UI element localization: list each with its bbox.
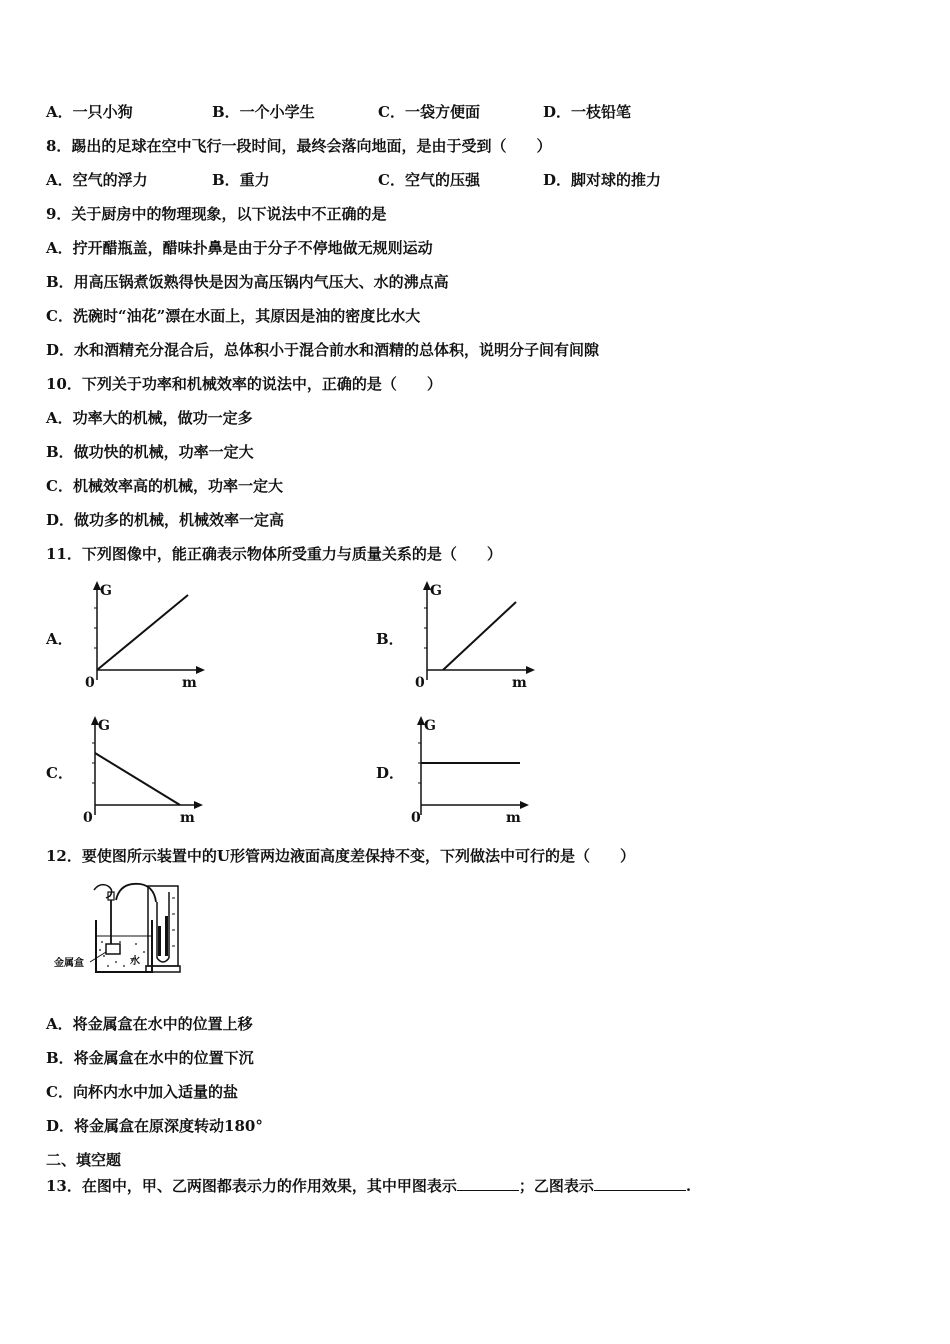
q13-blank-2[interactable]: [594, 1176, 686, 1191]
q7-option-a: A．一只小狗: [46, 103, 133, 121]
q13-stem: [46, 1176, 691, 1196]
q11-a-origin: 0: [85, 675, 95, 691]
q11-b-origin: 0: [415, 675, 425, 691]
q8-option-d: D．脚对球的推力: [543, 171, 662, 189]
q11-graph-c: [76, 713, 206, 825]
q11-graph-d-label: D．: [376, 764, 405, 782]
q12-option-a: A．将金属盒在水中的位置上移: [46, 1015, 253, 1033]
q13-blank-1[interactable]: [457, 1176, 519, 1191]
q12-stem: 12．要使图所示装置中的U形管两边液面高度差保持不变，下列做法中可行的是（ ）: [46, 847, 635, 865]
q11-a-x-label: m: [182, 675, 197, 691]
q11-d-origin: 0: [411, 810, 421, 826]
q11-graph-d: [402, 713, 532, 825]
q9-option-a: A．拧开醋瓶盖，醋味扑鼻是由于分子不停地做无规则运动: [46, 239, 433, 257]
q11-b-x-label: m: [512, 675, 527, 691]
q11-c-origin: 0: [83, 810, 93, 826]
q11-graph-a-label: A．: [46, 630, 73, 648]
q9-option-b: B．用高压锅煮饭熟得快是因为高压锅内气压大、水的沸点高: [46, 273, 449, 291]
q11-stem: 11．下列图像中，能正确表示物体所受重力与质量关系的是（ ）: [46, 545, 502, 563]
q12-option-c: C．向杯内水中加入适量的盐: [46, 1083, 238, 1101]
q13-part1: 13．在图中，甲、乙两图都表示力的作用效果，其中甲图表示: [46, 1177, 457, 1195]
q8-option-b: B．重力: [212, 171, 270, 189]
q9-stem: 9．关于厨房中的物理现象，以下说法中不正确的是: [46, 205, 387, 223]
q12-option-b: B．将金属盒在水中的位置下沉: [46, 1049, 254, 1067]
q11-d-y-label: G: [424, 718, 436, 734]
q12-u-tube-figure: [50, 878, 190, 978]
q9-option-c: C．洗碗时“油花”漂在水面上，其原因是油的密度比水大: [46, 307, 421, 325]
q11-c-y-label: G: [98, 718, 110, 734]
section-title: 二、填空题: [46, 1151, 122, 1169]
q11-graph-b-label: B．: [376, 630, 404, 648]
q8-option-c: C．空气的压强: [378, 171, 480, 189]
q12-option-d: D．将金属盒在原深度转动180°: [46, 1117, 263, 1135]
q11-graph-a: [78, 578, 208, 690]
q9-option-d: D．水和酒精充分混合后，总体积小于混合前水和酒精的总体积，说明分子间有间隙: [46, 341, 600, 359]
q11-graph-b: [408, 578, 538, 690]
q13-part3: .: [685, 1177, 692, 1195]
q11-a-y-label: G: [100, 583, 112, 599]
q12-box-label: 金属盒: [54, 958, 84, 969]
q8-stem: 8．踢出的足球在空中飞行一段时间，最终会落向地面，是由于受到（ ）: [46, 137, 552, 155]
q11-graph-c-label: C．: [46, 764, 73, 782]
q10-stem: 10．下列关于功率和机械效率的说法中，正确的是（ ）: [46, 375, 442, 393]
q13-part2: ；乙图表示: [518, 1177, 594, 1195]
q11-c-x-label: m: [180, 810, 195, 826]
q10-option-a: A．功率大的机械，做功一定多: [46, 409, 253, 427]
q7-option-d: D．一枝铅笔: [543, 103, 632, 121]
q11-b-y-label: G: [430, 583, 442, 599]
q7-option-b: B．一个小学生: [212, 103, 315, 121]
q11-d-x-label: m: [506, 810, 521, 826]
q8-option-a: A．空气的浮力: [46, 171, 148, 189]
q10-option-c: C．机械效率高的机械，功率一定大: [46, 477, 283, 495]
q10-option-b: B．做功快的机械，功率一定大: [46, 443, 254, 461]
q10-option-d: D．做功多的机械，机械效率一定高: [46, 511, 285, 529]
q7-option-c: C．一袋方便面: [378, 103, 480, 121]
q12-water-label: 水: [130, 956, 140, 967]
